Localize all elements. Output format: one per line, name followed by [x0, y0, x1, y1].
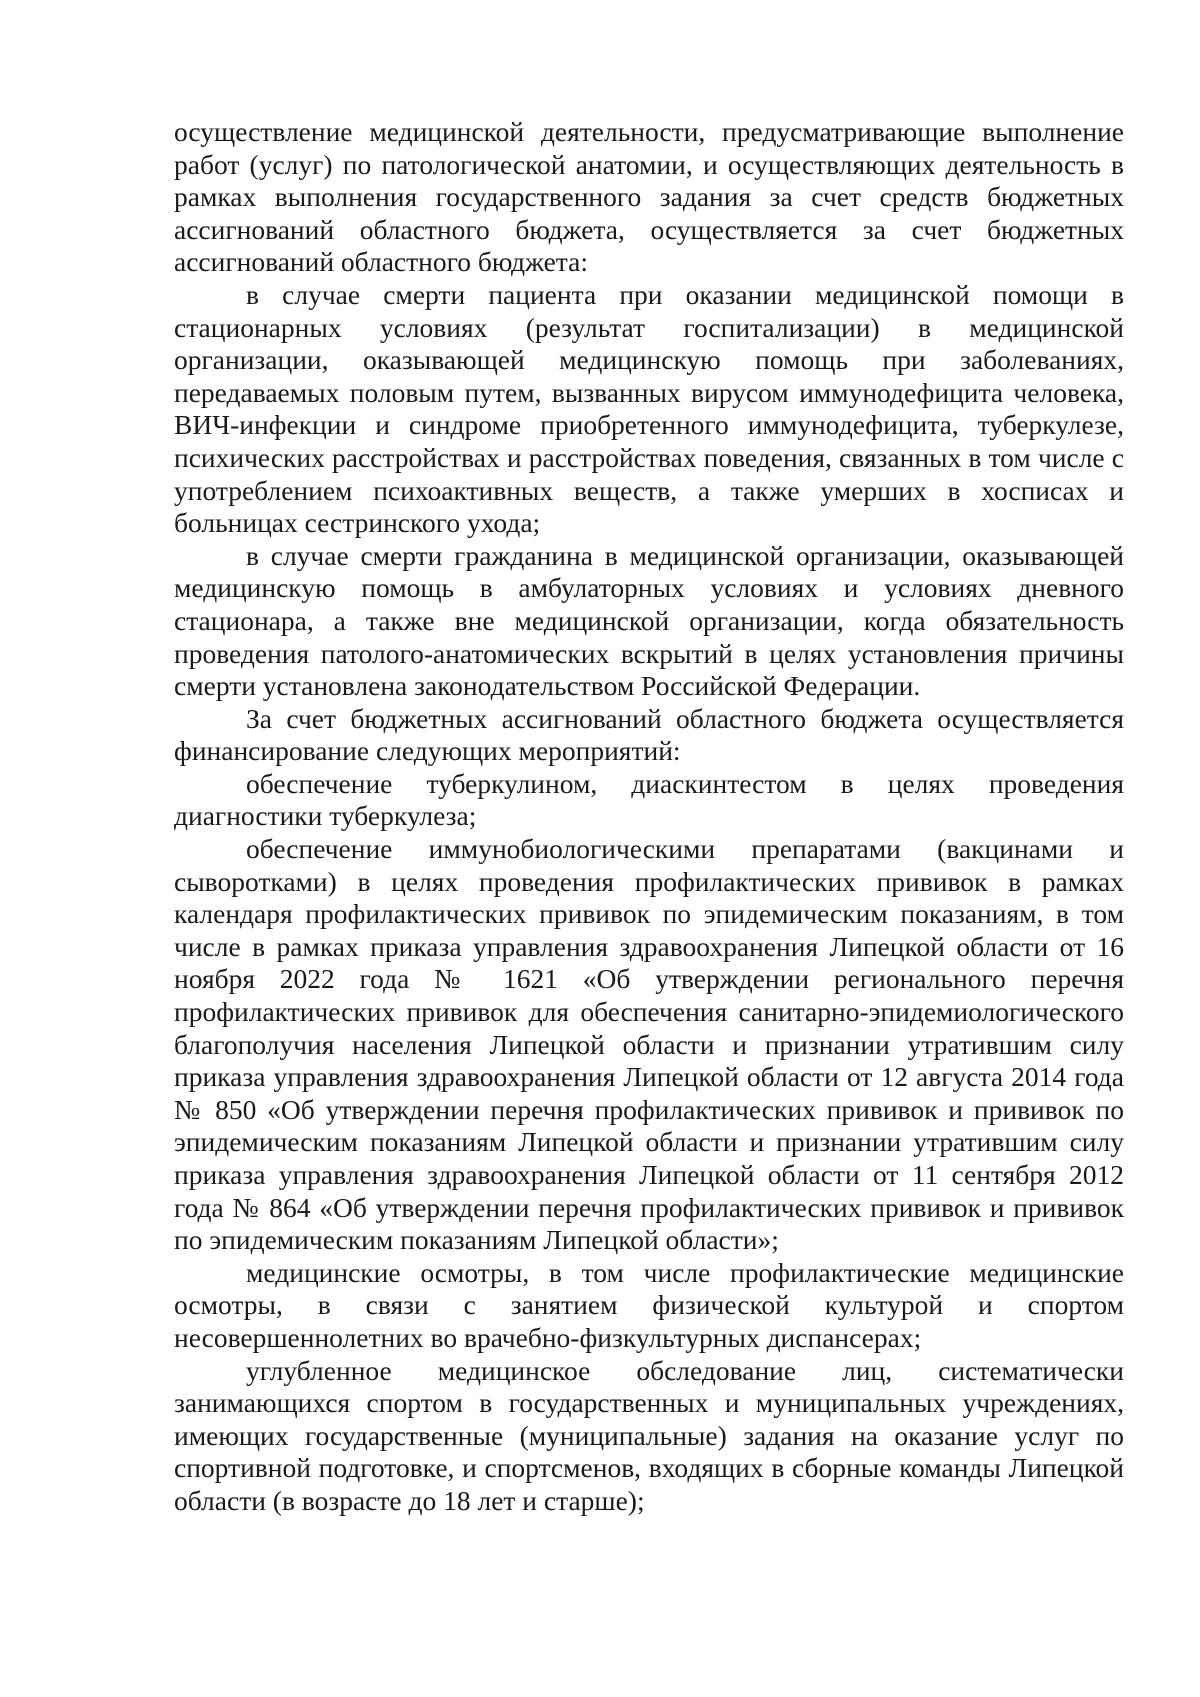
paragraph-in-depth-exam: углубленное медицинское обследование лиц, систематически занимающихся спортом в государственных и муниципальных учреждениях, имеющих государственные (муниципальные) задания на оказание услуг по спортивной подготовке, и спортсменов, входящих в сборные команды Липецкой области (в возрасте до 18 лет и старше); — [174, 1354, 1124, 1516]
paragraph-death-outpatient: в случае смерти гражданина в медицинской организации, оказывающей медицинскую помощь в амбулаторных условиях и условиях дневного стационара, а также вне медицинской организации, когда обязательность проведения патолого-анатомических вскрытий в целях установления причины смерти установлена законодательством Российской Федерации. — [174, 539, 1124, 702]
paragraph-death-inpatient: в случае смерти пациента при оказании медицинской помощи в стационарных условиях (результат госпитализации) в медицинской организации, оказывающей медицинскую помощь при заболеваниях, передаваемых половым путем, вызванных вирусом иммунодефицита человека, ВИЧ-инфекции и синдроме приобретенного иммунодефицита, туберкулезе, психических расстройствах и расстройствах поведения, связанных в том числе с употреблением психоактивных веществ, а также умерших в хосписах и больницах сестринского ухода; — [174, 278, 1124, 539]
document-body — [174, 116, 1124, 1518]
paragraph-medical-exams: медицинские осмотры, в том числе профилактические медицинские осмотры, в связи с занятием физической культурой и спортом несовершеннолетних во врачебно-физкультурных диспансерах; — [174, 1256, 1124, 1353]
paragraph-continuation: осуществление медицинской деятельности, предусматривающие выполнение работ (услуг) по патологической анатомии, и осуществляющих деятельность в рамках выполнения государственного задания за счет средств бюджетных ассигнований областного бюджета, осуществляется за счет бюджетных ассигнований областного бюджета: — [174, 116, 1124, 278]
paragraph-tuberculin: обеспечение туберкулином, диаскинтестом в целях проведения диагностики туберкулеза; — [174, 767, 1124, 832]
paragraph-immunobiological: обеспечение иммунобиологическими препаратами (вакцинами и сыворотками) в целях проведения профилактических прививок в рамках календаря профилактических прививок по эпидемическим показаниям, в том числе в рамках приказа управления здравоохранения Липецкой области от 16 ноября 2022 года № 1621 «Об утверждении регионального перечня профилактических прививок для обеспечения санитарно-эпидемиологического благополучия населения Липецкой области и признании утратившим силу приказа управления здравоохранения Липецкой области от 12 августа 2014 года № 850 «Об утверждении перечня профилактических прививок и прививок по эпидемическим показаниям Липецкой области и признании утратившим силу приказа управления здравоохранения Липецкой области от 11 сентября 2012 года № 864 «Об утверждении перечня профилактических прививок и прививок по эпидемическим показаниям Липецкой области»; — [174, 833, 1124, 1256]
paragraph-funding-intro: За счет бюджетных ассигнований областного бюджета осуществляется финансирование следующих мероприятий: — [174, 702, 1124, 767]
